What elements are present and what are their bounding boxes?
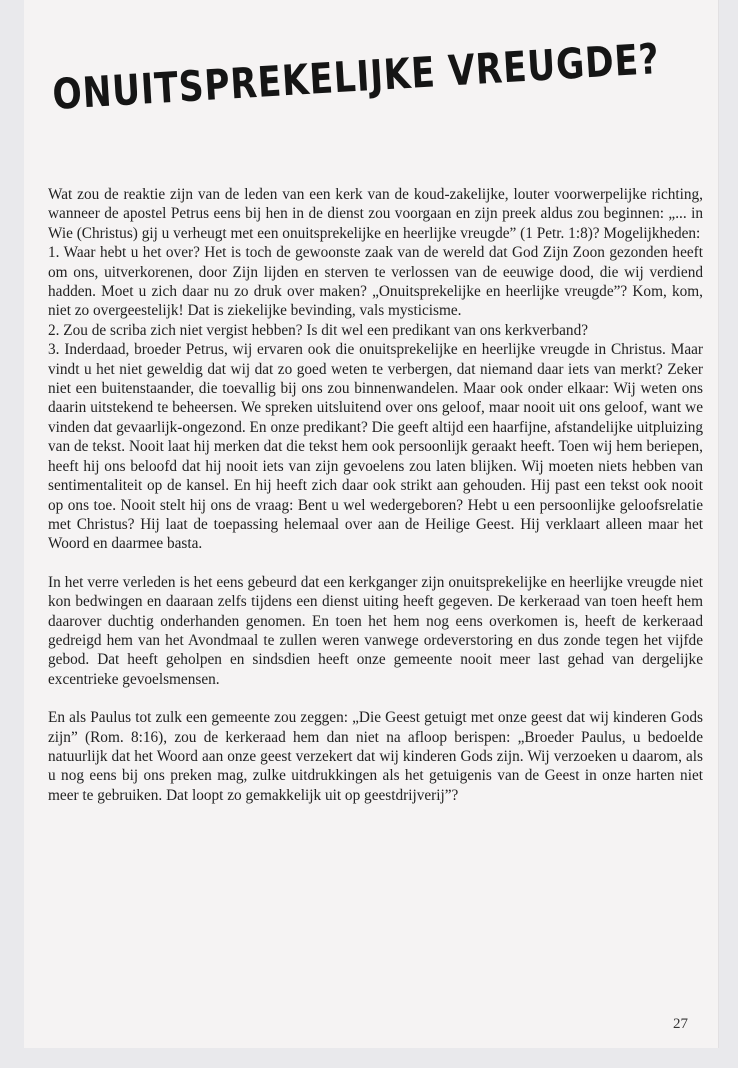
- page: [24, 0, 719, 1048]
- article-body: [48, 185, 703, 805]
- paragraph-gap: [48, 689, 703, 708]
- page-title: ONUITSPREKELIJKE VREUGDE?: [51, 34, 661, 119]
- paragraph-option-1: 1. Waar hebt u het over? Het is toch de gewoonste zaak van de wereld dat God Zijn Zoon gezonden heeft om ons, uitverkorenen, door Zijn lijden en sterven te verlossen van de eeuwige dood, die wij verdiend hadden. Moet u zich daar nu zo druk over maken? „Onuitsprekelijke en heerlijke vreugde”? Kom, kom, niet zo overgeestelijk! Dat is ziekelijke bevinding, vals mysticisme.: [48, 244, 703, 320]
- page-number: 27: [673, 1016, 688, 1032]
- paragraph-option-3: 3. Inderdaad, broeder Petrus, wij ervaren ook die onuitsprekelijke en heerlijke vreugde in Christus. Maar vindt u het niet geweldig dat wij dat zo goed weten te verbergen, dat niemand daar iets van merkt? Zeker niet een buitenstaander, die toevallig bij ons zou binnenwandelen. Maar ook onder elkaar: Wij weten ons daarin uitstekend te beheersen. We spreken uitsluitend over ons geloof, maar nooit uit ons geloof, want we vinden dat gevaarlijk-ongezond. En onze predikant? Die geeft altijd een haarfijne, afstandelijke uitpluizing van de tekst. Nooit laat hij merken dat die tekst hem ook persoonlijk geraakt heeft. Toen wij hem beriepen, heeft hij ons beloofd dat hij nooit iets van zijn gevoelens zou laten blijken. Wij moeten niets hebben van sentimentaliteit op de kansel. En hij heeft zich daar ook strikt aan gehouden. Hij past een tekst ook nooit op ons toe. Nooit stelt hij ons de vraag: Bent u wel wedergeboren? Hebt u een persoonlijke geloofsrelatie met Christus? Hij laat de toepassing helemaal over aan de Heilige Geest. Hij verklaart alleen maar het Woord en daarmee basta.: [48, 341, 703, 553]
- paragraph-history: In het verre verleden is het eens gebeurd dat een kerkganger zijn onuitsprekelijke en heerlijke vreugde niet kon bedwingen en daaraan zelfs tijdens een dienst uiting heeft gegeven. De kerkeraad van toen heeft hem daarover duchtig onderhanden genomen. En toen het hem nog eens overkomen is, heeft de kerkeraad gedreigd hem van het Avondmaal te zullen weren vanwege ordeverstoring en dus zonde tegen het vijfde gebod. Dat heeft geholpen en sindsdien heeft onze gemeente nooit meer last gehad van dergelijke excentrieke gevoelsmensen.: [48, 573, 703, 688]
- paragraph-option-2: 2. Zou de scriba zich niet vergist hebben? Is dit wel een predikant van ons kerkverband?: [48, 321, 589, 339]
- paragraph-paulus: En als Paulus tot zulk een gemeente zou zeggen: „Die Geest getuigt met onze geest dat wij kinderen Gods zijn” (Rom. 8:16), zou de kerkeraad hem dan niet na afloop berispen: „Broeder Paulus, u bedoelde natuurlijk dat het Woord aan onze geest verzekert dat wij kinderen Gods zijn. Wij verzoeken u daarom, als u nog eens bij ons preken mag, zulke uitdrukkingen als het getuigenis van de Geest in onze harten niet meer te gebruiken. Dat loopt zo gemakkelijk uit op geestdrijverij”?: [48, 709, 703, 804]
- paragraph-intro: Wat zou de reaktie zijn van de leden van een kerk van de koud-zakelijke, louter voorwerpelijke richting, wanneer de apostel Petrus eens bij hen in de dienst zou voorgaan en zijn preek aldus zou beginnen: „... in Wie (Christus) gij u verheugt met een onuitsprekelijke en heerlijke vreugde” (1 Petr. 1:8)? Mogelijkheden:: [48, 186, 703, 242]
- paragraph-gap: [48, 554, 703, 573]
